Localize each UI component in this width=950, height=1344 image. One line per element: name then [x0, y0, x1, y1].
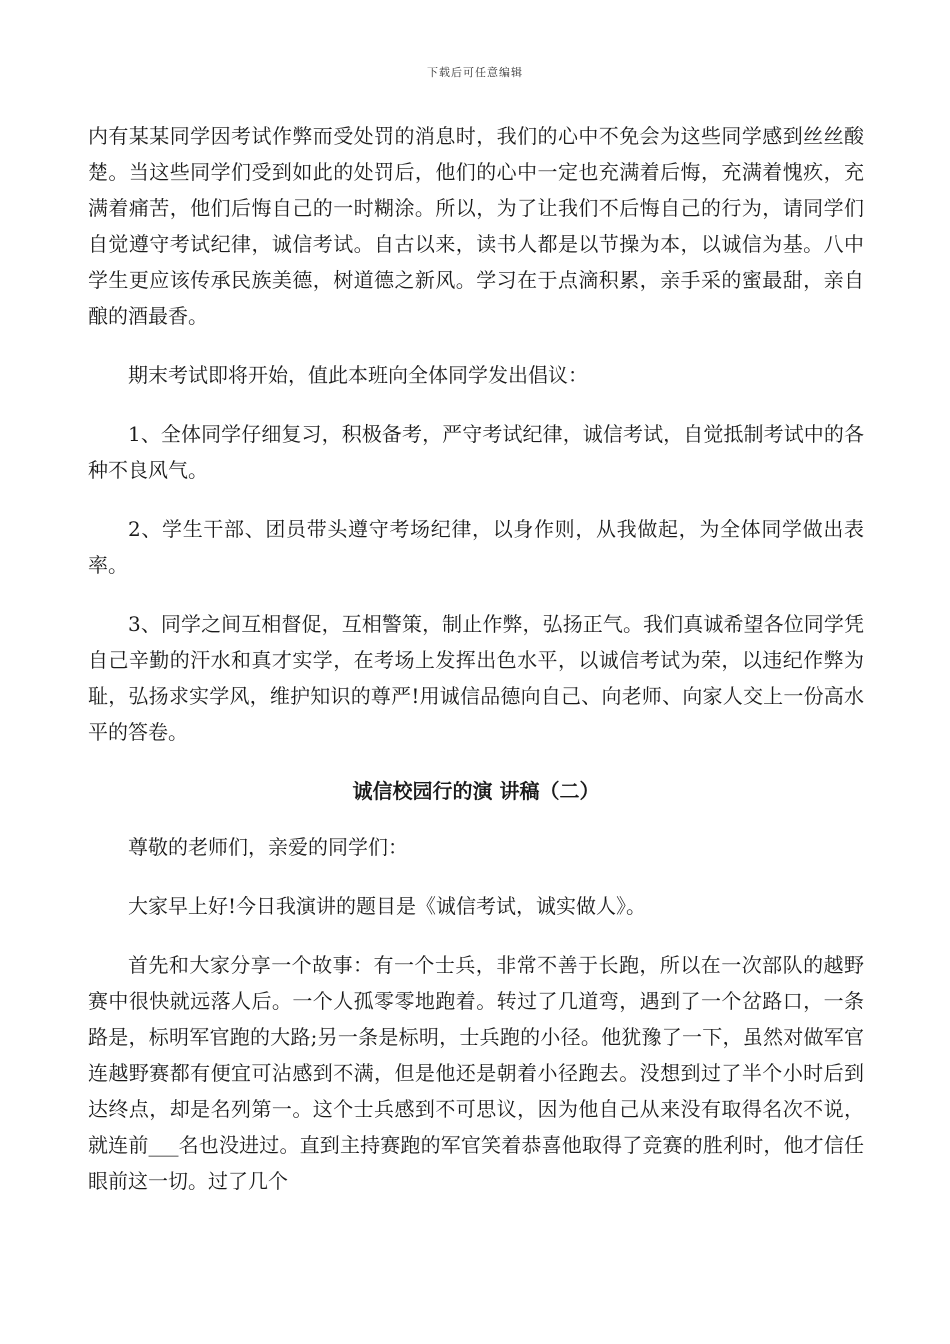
document-body [88, 118, 864, 1222]
paragraph-proposal-intro: 期末考试即将开始，值此本班向全体同学发出倡议： [128, 363, 588, 387]
speech-greeting: 大家早上好!今日我演讲的题目是《诚信考试，诚实做人》。 [128, 894, 647, 918]
paragraph-proposal-1: 1、全体同学仔细复习，积极备考，严守考试纪律，诚信考试，自觉抵制考试中的各种不良风气。 [88, 422, 864, 482]
paragraph-proposal-2: 2、学生干部、团员带头遵守考场纪律，以身作则，从我做起，为全体同学做出表率。 [88, 517, 864, 577]
paragraph-continuation: 内有某某同学因考试作弊而受处罚的消息时，我们的心中不免会为这些同学感到丝丝酸楚。当这些同学们受到如此的处罚后，他们的心中一定也充满着后悔，充满着愧疚，充满着痛苦，他们后悔自己的一时糊涂。所以，为了让我们不后悔自己的行为，请同学们自觉遵守考试纪律，诚信考试。自古以来，读书人都是以节操为本，以诚信为基。八中学生更应该传承民族美德，树道德之新风。学习在于点滴积累，亲手采的蜜最甜，亲自酿的酒最香。 [88, 124, 864, 328]
section-title: 诚信校园行的演 讲稿（二） [352, 779, 600, 803]
header-note: 下载后可任意编辑 [427, 66, 523, 79]
paragraph-proposal-3: 3、同学之间互相督促，互相警策，制止作弊，弘扬正气。我们真诚希望各位同学凭自己辛勤的汗水和真才实学，在考场上发挥出色水平，以诚信考试为荣，以违纪作弊为耻，弘扬求实学风，维护知识的尊严!用诚信品德向自己、向老师、向家人交上一份高水平的答卷。 [88, 612, 864, 744]
speech-salutation: 尊敬的老师们，亲爱的同学们： [128, 835, 408, 859]
speech-story: 首先和大家分享一个故事：有一个士兵，非常不善于长跑，所以在一次部队的越野赛中很快就远落人后。一个人孤零零地跑着。转过了几道弯，遇到了一个岔路口，一条路是，标明军官跑的大路;另一条是标明，士兵跑的小径。他犹豫了一下，虽然对做军官连越野赛都有便宜可沾感到不满，但是他还是朝着小径跑去。没想到过了半个小时后到达终点，却是名列第一。这个士兵感到不可思议，因为他自己从来没有取得名次不说，就连前___名也没进过。直到主持赛跑的军官笑着恭喜他取得了竞赛的胜利时，他才信任眼前这一切。过了几个 [88, 953, 864, 1193]
